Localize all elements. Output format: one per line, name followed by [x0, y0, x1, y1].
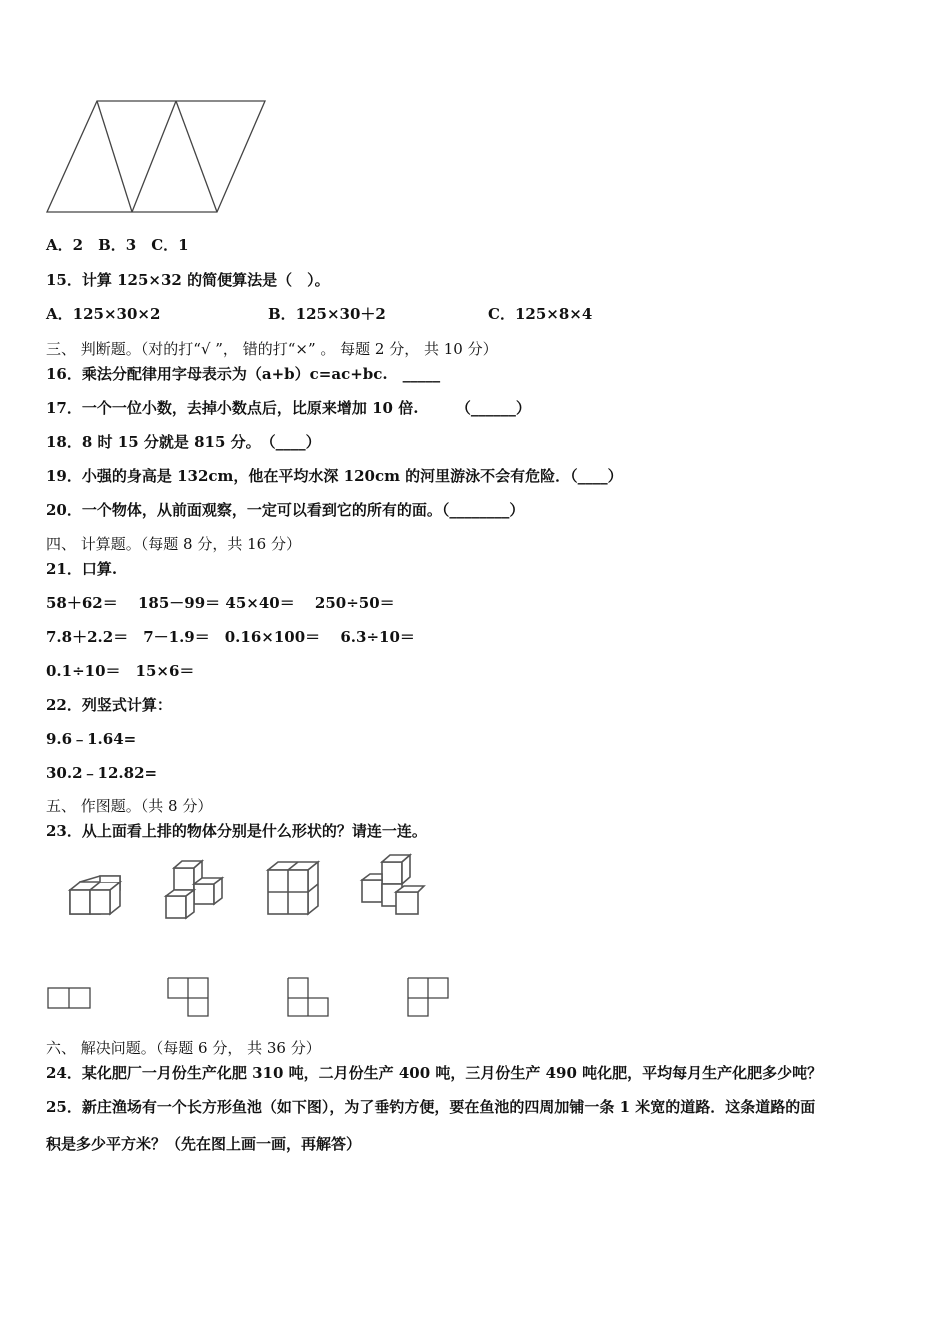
section3-title: 三、 判断题。（对的打“√ ”， 错的打“×” 。 每题 2 分， 共 10 分） — [46, 340, 498, 358]
q25-line-1: 25．新庄渔场有一个长方形鱼池（如下图），为了垂钓方便，要在鱼池的四周加铺一条 1 米宽的道路．这条道路的面 — [46, 1098, 816, 1116]
q17: 17．一个一位小数，去掉小数点后，比原来增加 10 倍. （______） — [46, 399, 531, 417]
mental-math-row-2: 7.8＋2.2＝ 7－1.9＝ 0.16×100＝ 6.3÷10＝ — [46, 628, 415, 646]
q23: 23．从上面看上排的物体分别是什么形状的？请连一连。 — [46, 822, 427, 840]
parallelogram-figure — [40, 95, 280, 225]
q15-question: 15．计算 125×32 的简便算法是（ ）。 — [46, 271, 330, 289]
q22: 22．列竖式计算： — [46, 696, 172, 714]
vertical-calc-2: 30.2﹣12.82= — [46, 764, 158, 782]
q25-line-2: 积是多少平方米？（先在图上画一画，再解答） — [46, 1135, 362, 1153]
section5-title: 五、 作图题。（共 8 分） — [46, 797, 213, 815]
mental-math-row-1: 58＋62＝ 185－99＝ 45×40＝ 250÷50＝ — [46, 594, 395, 612]
cube-solid-3 — [258, 858, 338, 928]
q15-option-c: C．125×8×4 — [488, 305, 593, 323]
top-view-2 — [164, 974, 214, 1020]
top-view-4 — [404, 974, 454, 1020]
top-view-1 — [46, 984, 96, 1014]
q19: 19．小强的身高是 132cm，他在平均水深 120cm 的河里游泳不会有危险．（____） — [46, 467, 623, 485]
section4-title: 四、 计算题。（每题 8 分，共 16 分） — [46, 535, 301, 553]
q15-option-b: B．125×30＋2 — [268, 305, 386, 323]
q15-option-a: A．125×30×2 — [46, 305, 161, 323]
top-view-3 — [284, 974, 334, 1020]
section6-title: 六、 解决问题。（每题 6 分， 共 36 分） — [46, 1039, 321, 1057]
cube-solid-4 — [354, 850, 434, 920]
vertical-calc-1: 9.6﹣1.64= — [46, 730, 137, 748]
q14-options: A．2 B．3 C．1 — [46, 236, 189, 254]
cube-solid-2 — [158, 856, 238, 926]
q21: 21．口算. — [46, 560, 118, 578]
q24: 24．某化肥厂一月份生产化肥 310 吨，二月份生产 400 吨，三月份生产 490 吨化肥，平均每月生产化肥多少吨？ — [46, 1064, 823, 1082]
mental-math-row-3: 0.1÷10＝ 15×6＝ — [46, 662, 195, 680]
q16: 16．乘法分配律用字母表示为（a+b）c=ac+bc. _____ — [46, 365, 441, 383]
q18: 18．8 时 15 分就是 815 分。 （____） — [46, 433, 321, 451]
q20: 20．一个物体，从前面观察，一定可以看到它的所有的面。（________） — [46, 501, 525, 519]
cube-solid-1 — [62, 868, 142, 938]
